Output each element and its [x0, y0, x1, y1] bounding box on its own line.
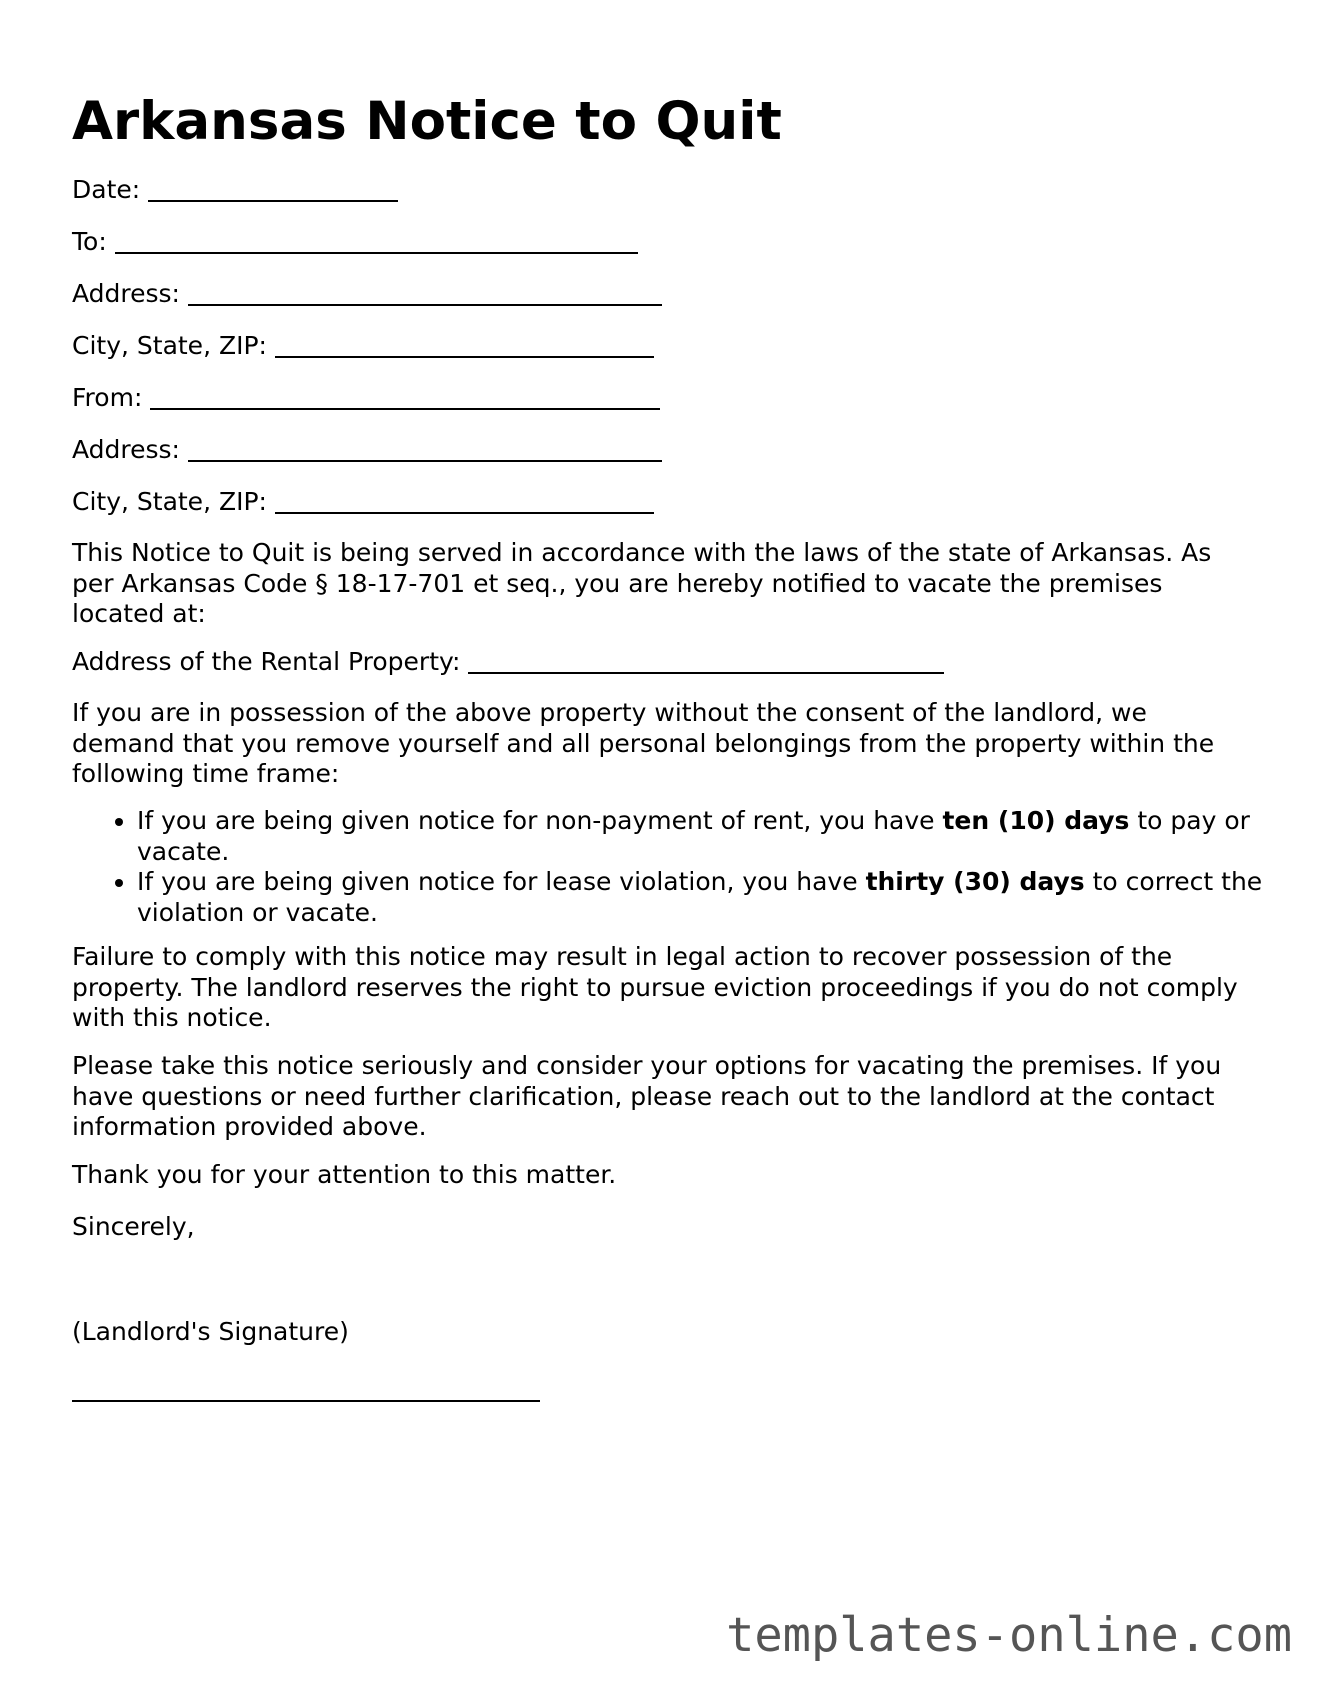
to-label: To: — [72, 227, 107, 256]
signature-line[interactable] — [72, 1400, 540, 1402]
from-blank[interactable] — [150, 386, 660, 410]
rental-property-field[interactable] — [72, 646, 944, 677]
from-address-field[interactable] — [72, 434, 662, 465]
watermark: templates-online.com — [726, 1608, 1292, 1663]
page-title: Arkansas Notice to Quit — [72, 91, 782, 152]
signature-caption: (Landlord's Signature) — [72, 1317, 349, 1346]
to-address-blank[interactable] — [188, 282, 662, 306]
list-item — [137, 806, 1317, 867]
bullet-emphasis: ten (10) days — [942, 806, 1130, 835]
rental-property-label: Address of the Rental Property: — [72, 647, 461, 676]
rental-property-blank[interactable] — [468, 650, 944, 674]
demand-paragraph: If you are in possession of the above property without the consent of the landlord, we demand that you remove yourself and all personal belongings from the property within the following time frame: — [72, 698, 1215, 788]
consider-paragraph: Please take this notice seriously and consider your options for vacating the premises. If you have questions or need further clarification, please reach out to the landlord at the contact information provided above. — [72, 1051, 1222, 1141]
bullet-text: If you are being given notice for lease violation, you have — [137, 867, 866, 896]
to-city-label: City, State, ZIP: — [72, 331, 267, 360]
bullet-text: If you are being given notice for non-payment of rent, you have — [137, 806, 943, 835]
bullet-text: to correct the violation or vacate. — [137, 867, 1263, 927]
list-item — [137, 867, 1317, 928]
intro-paragraph: This Notice to Quit is being served in accordance with the laws of the state of Arkansas. As per Arkansas Code § 18-17-701 et seq., you are hereby notified to vacate the premises located at: — [72, 538, 1212, 628]
to-city-field[interactable] — [72, 330, 654, 361]
date-label: Date: — [72, 175, 141, 204]
from-city-label: City, State, ZIP: — [72, 487, 267, 516]
from-city-blank[interactable] — [275, 490, 654, 514]
to-address-label: Address: — [72, 279, 180, 308]
to-address-field[interactable] — [72, 278, 662, 309]
to-field[interactable] — [72, 226, 638, 257]
to-blank[interactable] — [115, 230, 638, 254]
date-blank[interactable] — [148, 178, 398, 202]
from-field[interactable] — [72, 382, 660, 413]
from-city-field[interactable] — [72, 486, 654, 517]
from-address-blank[interactable] — [188, 438, 662, 462]
from-address-label: Address: — [72, 435, 180, 464]
notice-terms-list — [72, 806, 1317, 928]
bullet-text: to pay or vacate. — [137, 806, 1250, 866]
date-field[interactable] — [72, 174, 398, 205]
closing-line: Sincerely, — [72, 1212, 195, 1241]
from-label: From: — [72, 383, 143, 412]
bullet-emphasis: thirty (30) days — [865, 867, 1085, 896]
to-city-blank[interactable] — [275, 334, 654, 358]
thanks-line: Thank you for your attention to this matter. — [72, 1160, 617, 1189]
failure-paragraph: Failure to comply with this notice may result in legal action to recover possession of the property. The landlord reserves the right to pursue eviction proceedings if you do not comply with this notice. — [72, 942, 1238, 1032]
